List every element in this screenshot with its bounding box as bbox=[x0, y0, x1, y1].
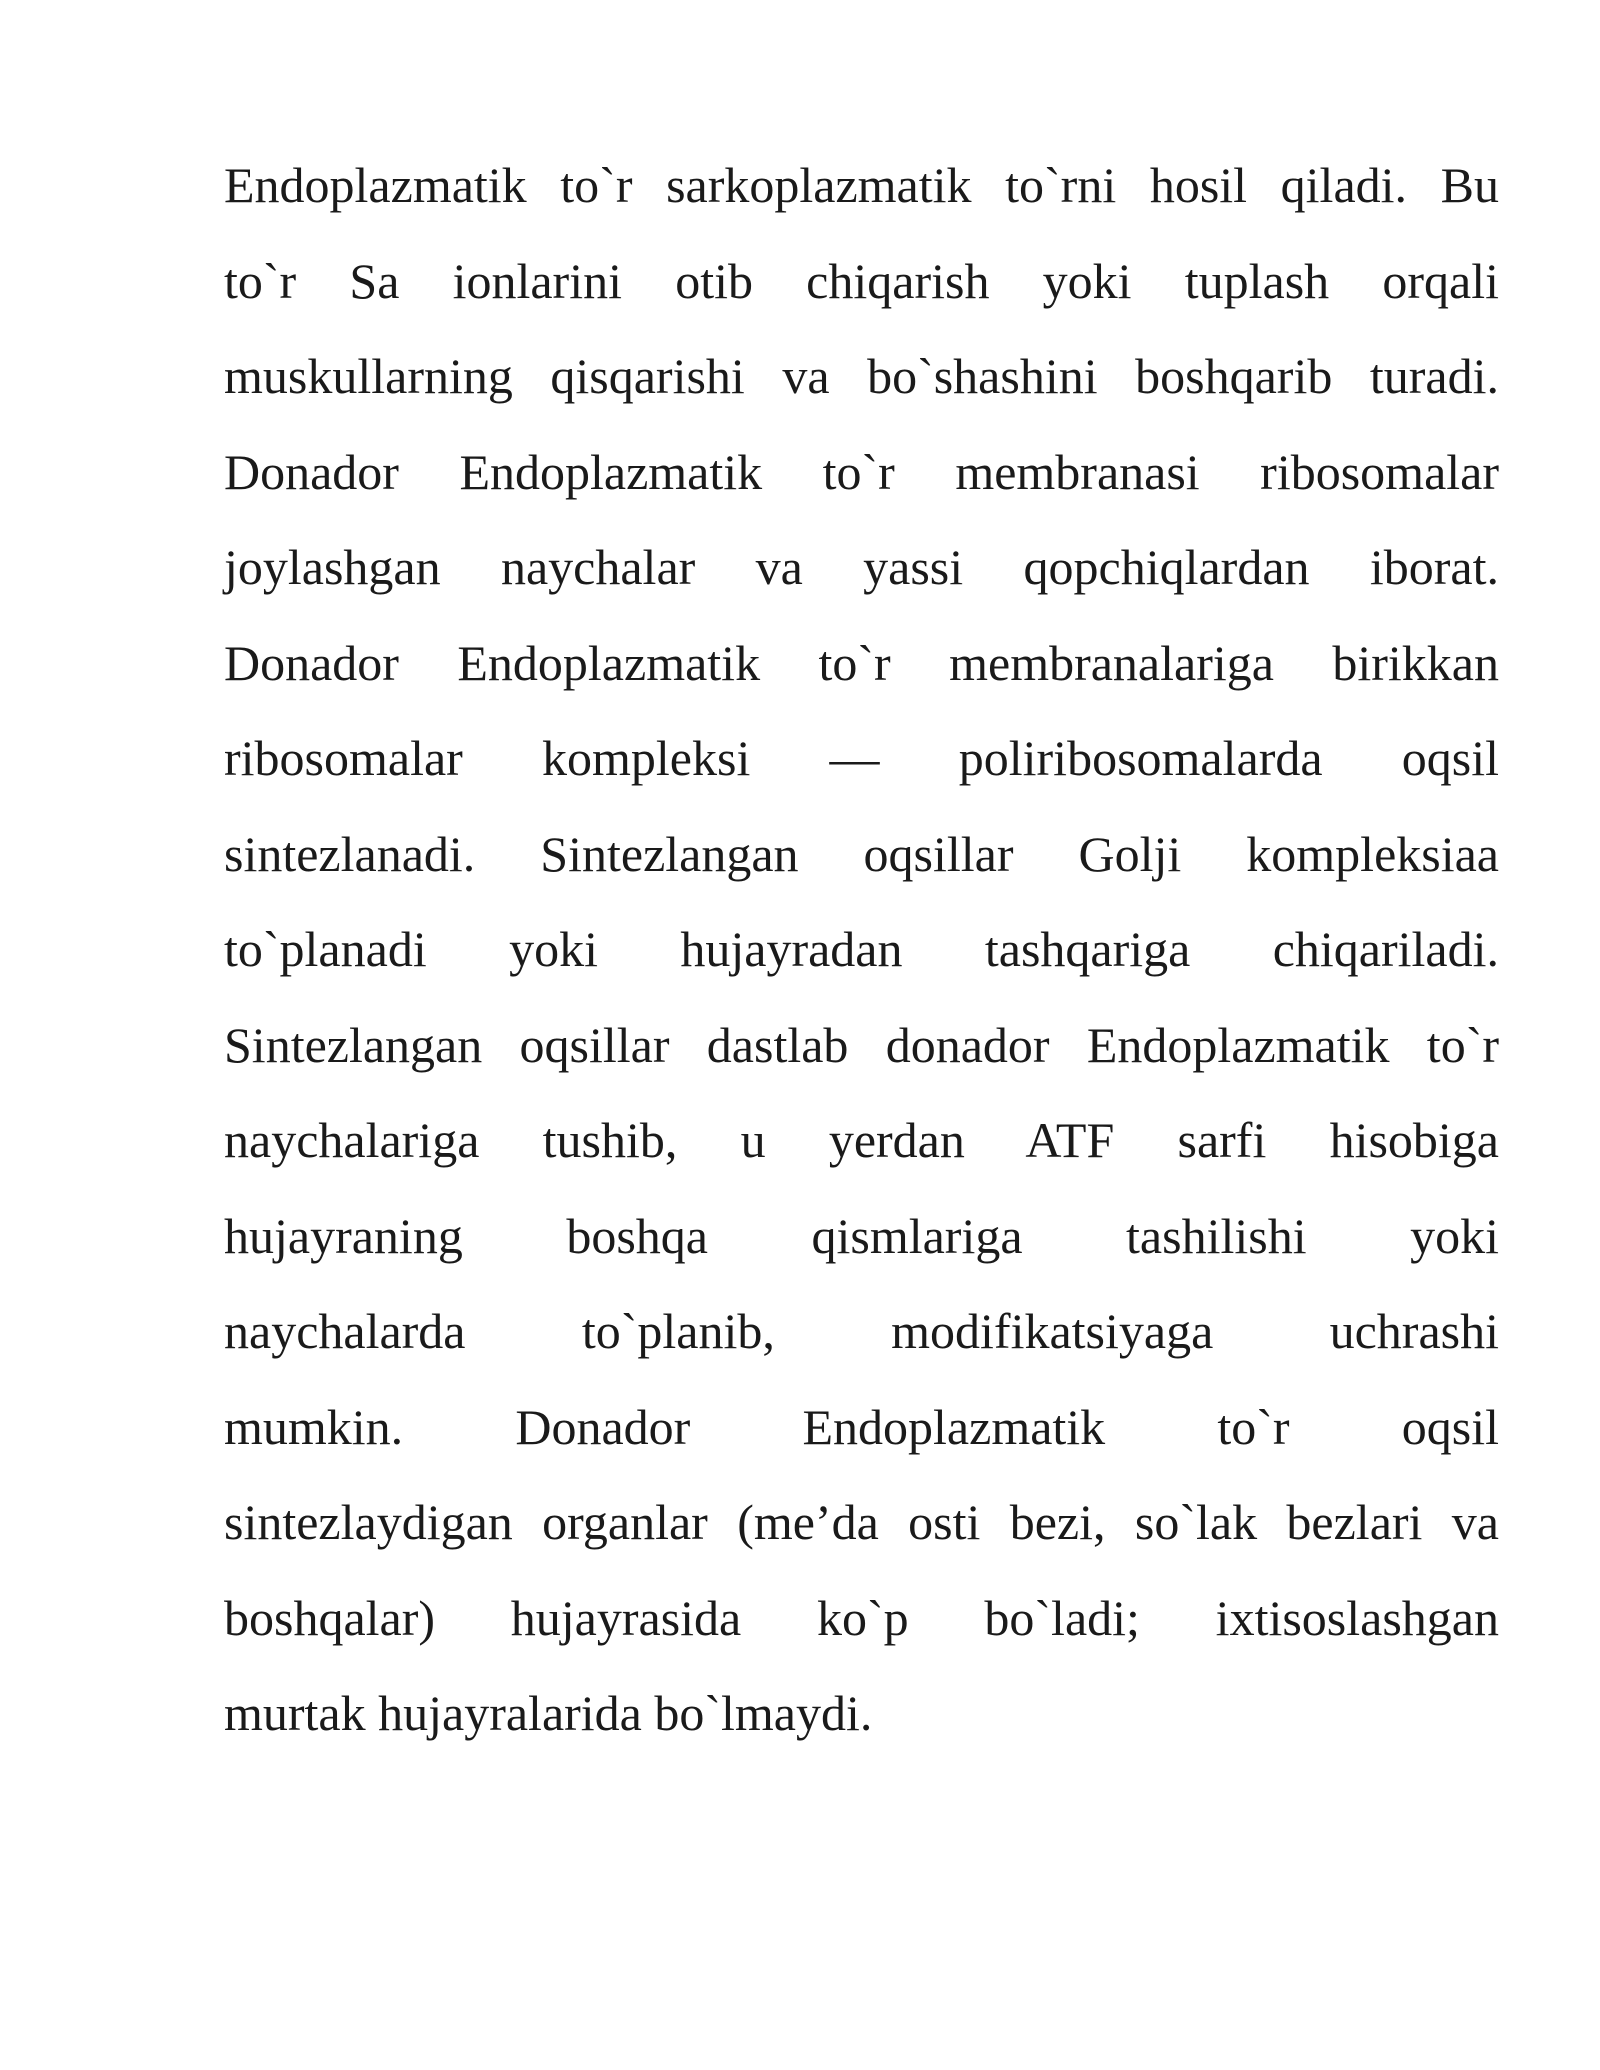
paragraph-line: joylashgan naychalar va yassi qopchiqlardan iborat. bbox=[224, 539, 1499, 595]
paragraph-line: ribosomalar kompleksi — poliribosomalarda oqsil bbox=[224, 730, 1499, 786]
paragraph-line: muskullarning qisqarishi va bo`shashini boshqarib turadi. bbox=[224, 348, 1499, 404]
paragraph-line: Endoplazmatik to`r sarkoplazmatik to`rni hosil qiladi. Bu bbox=[224, 157, 1499, 213]
paragraph-line: to`planadi yoki hujayradan tashqariga chiqariladi. bbox=[224, 921, 1499, 977]
paragraph-line: sintezlaydigan organlar (me’da osti bezi, so`lak bezlari va bbox=[224, 1494, 1499, 1550]
paragraph-line: murtak hujayralarida bo`lmaydi. bbox=[224, 1685, 873, 1741]
paragraph-line: Donador Endoplazmatik to`r membranalariga birikkan bbox=[224, 634, 1499, 691]
paragraph-line: to`r Sa ionlarini otib chiqarish yoki tuplash orqali bbox=[224, 252, 1499, 309]
paragraph-line: Sintezlangan oqsillar dastlab donador Endoplazmatik to`r bbox=[224, 1016, 1499, 1073]
paragraph-line: boshqalar) hujayrasida ko`p bo`ladi; ixtisoslashgan bbox=[224, 1589, 1499, 1646]
paragraph-line: hujayraning boshqa qismlariga tashilishi yoki bbox=[224, 1207, 1499, 1264]
paragraph-line: naychalariga tushib, u yerdan ATF sarfi hisobiga bbox=[224, 1112, 1499, 1168]
body-paragraph bbox=[224, 138, 1499, 1762]
paragraph-line: naychalarda to`planib, modifikatsiyaga uchrashi bbox=[224, 1303, 1499, 1359]
paragraph-line: sintezlanadi. Sintezlangan oqsillar Golji kompleksiaa bbox=[224, 825, 1499, 882]
paragraph-line: mumkin. Donador Endoplazmatik to`r oqsil bbox=[224, 1398, 1499, 1455]
paragraph-line: Donador Endoplazmatik to`r membranasi ribosomalar bbox=[224, 443, 1499, 500]
